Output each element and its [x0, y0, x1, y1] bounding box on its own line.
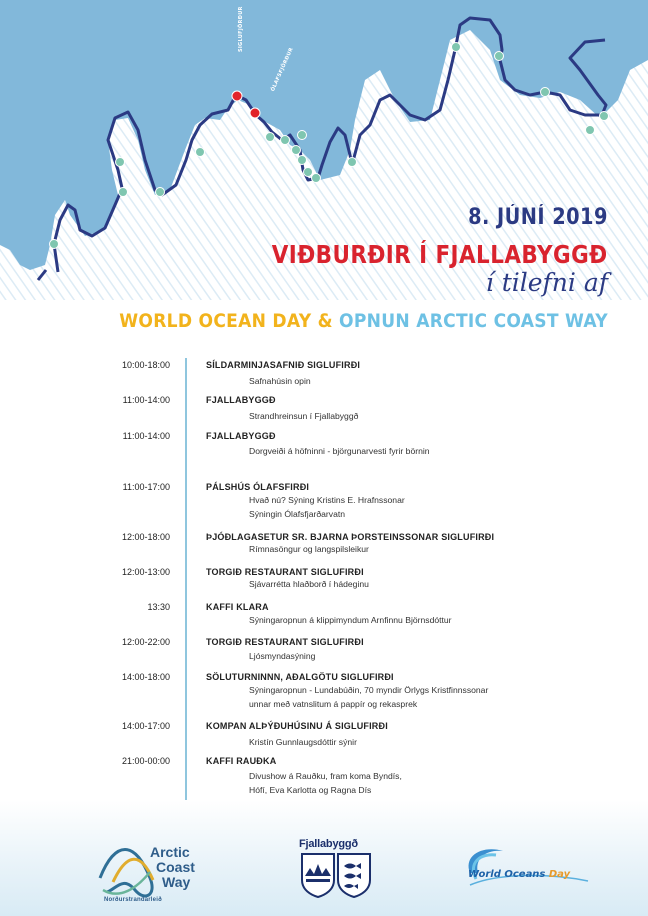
- world-oceans-day-wordmark: [468, 869, 570, 880]
- entry-detail: Strandhreinsun í Fjallabyggð: [249, 411, 359, 421]
- entry-venue: FJALLABYGGÐ: [206, 395, 276, 405]
- entry-detail: unnar með vatnslitum á pappír og rekasprek: [249, 699, 418, 709]
- entry-venue: SÖLUTURNINNN, AÐALGÖTU SIGLUFIRÐI: [206, 672, 394, 682]
- acw-subtitle: Norðurstrandarleið: [104, 897, 162, 903]
- entry-detail: Hvað nú? Sýning Kristins E. Hrafnssonar: [249, 495, 405, 505]
- event-title-world-ocean-day: WORLD OCEAN DAY: [119, 310, 312, 332]
- event-title-arctic-coast-way: OPNUN ARCTIC COAST WAY: [339, 310, 608, 332]
- entry-time: 14:00-18:00: [121, 672, 170, 682]
- entry-detail: Sýningin Ólafsfjarðarvatn: [249, 509, 346, 519]
- acw-line-3: Way: [162, 874, 191, 890]
- entry-time: 11:00-17:00: [122, 482, 170, 492]
- page-headline: VIÐBURÐIR Í FJALLABYGGÐ: [272, 240, 608, 269]
- entry-detail: Sýningaropnun á klippimyndum Arnfinnu Björnsdóttur: [249, 615, 452, 625]
- schedule-divider: [185, 358, 187, 800]
- entry-detail: Hófí, Eva Karlotta og Ragna Dís: [249, 785, 372, 795]
- entry-time: 12:00-13:00: [121, 567, 170, 577]
- entry-time: 14:00-17:00: [121, 721, 170, 731]
- arctic-coast-way-wordmark: [150, 845, 195, 890]
- entry-detail: Safnahúsin opin: [249, 376, 311, 386]
- entry-venue: ÞJÓÐLAGASETUR SR. BJARNA ÞORSTEINSSONAR SIGLUFIRÐI: [206, 532, 495, 542]
- entry-venue: KOMPAN ALÞÝÐUHÚSINU Á SIGLUFIRÐI: [206, 721, 388, 731]
- entry-time: 11:00-14:00: [122, 395, 170, 405]
- entry-detail: Ljósmyndasýning: [249, 651, 316, 661]
- acw-line-2: Coast: [156, 859, 195, 875]
- entry-venue: KAFFI KLARA: [206, 602, 269, 612]
- label-olafsfjordur: ÓLAFSFJÖRÐUR: [270, 46, 295, 93]
- entry-time: 21:00-00:00: [121, 756, 170, 766]
- wod-day: Day: [548, 869, 571, 880]
- entry-time: 12:00-22:00: [121, 637, 170, 647]
- entry-venue: SÍLDARMINJASAFNIÐ SIGLUFIRÐI: [206, 360, 361, 370]
- entry-venue: TORGIÐ RESTAURANT SIGLUFIRÐI: [206, 567, 364, 577]
- entry-detail: Rímnasöngur og langspilsleikur: [249, 544, 369, 554]
- entry-venue: TORGIÐ RESTAURANT SIGLUFIRÐI: [206, 637, 364, 647]
- acw-line-1: Arctic: [150, 844, 190, 860]
- entry-time: 11:00-14:00: [122, 431, 170, 441]
- entry-venue: KAFFI RAUÐKA: [206, 756, 277, 766]
- wod-main: World Oceans: [468, 869, 546, 880]
- fjallabyggd-wordmark: Fjallabyggð: [299, 838, 358, 850]
- entry-venue: FJALLABYGGÐ: [206, 431, 276, 441]
- entry-time: 12:00-18:00: [121, 532, 170, 542]
- event-title-ampersand: &: [317, 310, 333, 332]
- fjallabyggd-shields-icon: [300, 852, 372, 898]
- world-oceans-day-logo-icon: [458, 843, 593, 893]
- entry-time: 10:00-18:00: [121, 360, 170, 370]
- entry-venue: PÁLSHÚS ÓLAFSFIRÐI: [206, 482, 310, 492]
- entry-detail: Divushow á Rauðku, fram koma Byndís,: [249, 771, 402, 781]
- entry-detail: Kristín Gunnlaugsdóttir sýnir: [249, 737, 357, 747]
- event-title: [119, 310, 608, 332]
- entry-detail: Sýningaropnun - Lundabúðin, 70 myndir Örlygs Kristfinnssonar: [249, 685, 489, 695]
- entry-detail: Dorgveiði á höfninni - björgunarvesti fyrir börnin: [249, 446, 430, 456]
- label-siglufjordur: SIGLUFJÖRÐUR: [238, 6, 244, 52]
- entry-time: 13:30: [147, 602, 170, 612]
- event-date: 8. JÚNÍ 2019: [468, 205, 608, 230]
- entry-detail: Sjávarrétta hlaðborð í hádeginu: [249, 579, 369, 589]
- page-subtitle: í tilefni af: [485, 268, 608, 297]
